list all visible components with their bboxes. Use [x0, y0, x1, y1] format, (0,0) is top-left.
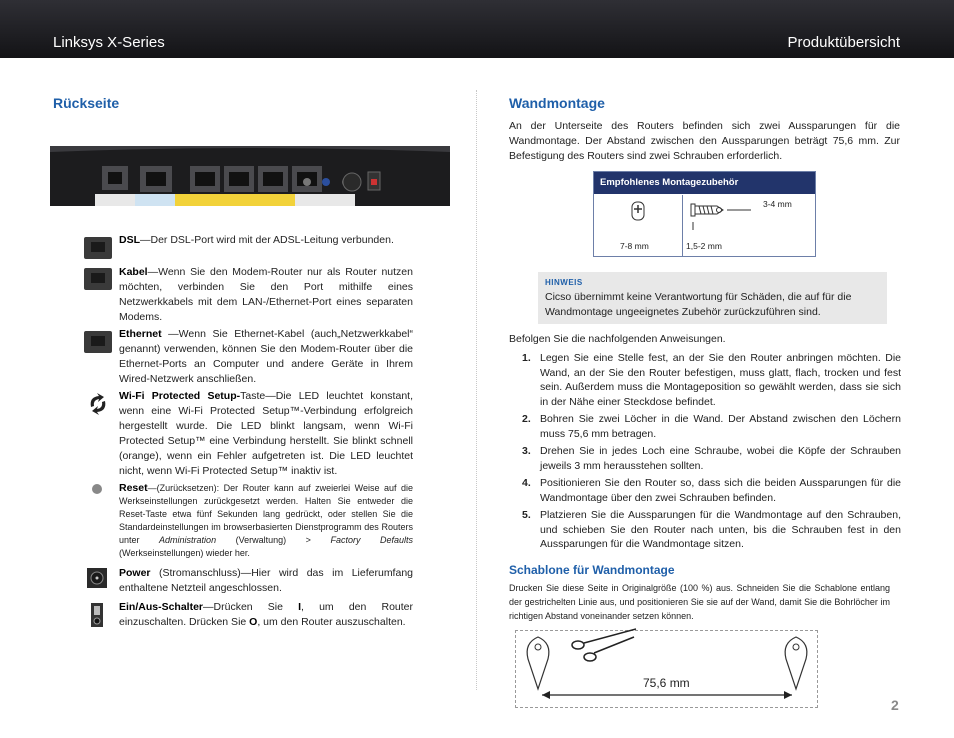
dsl-port-icon: [84, 237, 112, 259]
term-switch: Ein/Aus-Schalter: [119, 601, 204, 613]
power-port-icon: [87, 568, 107, 588]
item-dsl: [119, 233, 413, 248]
step-text: Platzieren Sie die Aussparungen für die Wandmontage auf den Schrauben, und schieben Sie den Router nach unten, bis die Schrauben fest in den Aussparungen für die Wandmontage sitzen.: [540, 509, 901, 550]
term-reset: Reset: [119, 482, 148, 494]
power-switch-icon: [91, 603, 103, 627]
desc-switch-b: , um den Router einzuschalten. Drücken Sie: [119, 601, 414, 628]
screw-cell: [683, 195, 815, 256]
accessory-table: [593, 171, 816, 257]
template-drawing: [516, 631, 817, 707]
hinweis-label: HINWEIS: [545, 278, 583, 287]
rueckseite-heading: Rückseite: [53, 95, 120, 111]
step-number: 4.: [522, 477, 531, 489]
menu-administration: Administration: [159, 535, 217, 545]
step-number: 1.: [522, 352, 531, 364]
step-item: [509, 351, 901, 409]
item-wps: [119, 389, 413, 479]
term-power: Power: [119, 567, 151, 579]
section-title: Produktübersicht: [787, 34, 900, 51]
router-back-image: [50, 146, 450, 208]
item-power: [119, 566, 413, 596]
desc-switch-c: , um den Router auszuschalten.: [257, 616, 406, 628]
column-divider: [476, 90, 477, 690]
term-ethernet: Ethernet: [119, 328, 162, 340]
term-kabel: Kabel: [119, 266, 148, 278]
page-header: [0, 0, 954, 58]
hinweis-box: [538, 272, 887, 324]
desc-dsl: —Der DSL-Port wird mit der ADSL-Leitung verbunden.: [140, 234, 394, 246]
anchor-cell: [594, 195, 683, 256]
step-item: [509, 412, 901, 441]
screw-icon: [689, 200, 765, 234]
ethernet-port-icon: [84, 331, 112, 353]
cable-port-icon: [84, 268, 112, 290]
switch-off-symbol: O: [249, 616, 258, 628]
desc-reset-b: (Verwaltung) >: [216, 535, 331, 545]
scissors-icon: [570, 627, 640, 663]
steps-intro: Befolgen Sie die nachfolgenden Anweisungen.: [509, 333, 726, 345]
anchor-dim: 7-8 mm: [620, 241, 649, 251]
instruction-steps: [509, 351, 901, 555]
wandmontage-intro: An der Unterseite des Routers befinden sich zwei Aussparungen für die Wandmontage. Der Abstand zwischen den Aussparungen beträgt 75,6 mm. Zur Befestigung des Routers sind zwei Schrauben erforderlich.: [509, 120, 900, 162]
step-item: [509, 444, 901, 473]
schablone-heading: Schablone für Wandmontage: [509, 563, 675, 577]
wandmontage-heading: Wandmontage: [509, 95, 605, 111]
schablone-text: Drucken Sie diese Seite in Originalgröße (100 %) aus. Schneiden Sie die Schablone entlang der gestrichelten Linie aus, und positionieren Sie sie auf der Wand, damit Sie die Bohrlöcher im richtigen Abstand voneinander setzen können.: [509, 583, 890, 621]
item-switch: [119, 600, 413, 630]
step-number: 3.: [522, 445, 531, 457]
screw-head-dim: 3-4 mm: [763, 199, 792, 209]
screw-length-dim: 1,5-2 mm: [686, 241, 722, 251]
step-number: 5.: [522, 509, 531, 521]
wall-anchor-icon: [630, 201, 646, 221]
step-item: [509, 476, 901, 505]
brand-title: Linksys X-Series: [53, 34, 165, 51]
mounting-template: [515, 630, 818, 708]
wps-icon: [87, 393, 109, 415]
desc-reset-c: (Werkseinstellungen) wieder her.: [119, 548, 250, 558]
desc-reset-a: —(Zurücksetzen): Der Router kann auf zweierlei Weise auf die Werkseinstellungen zurückgesetzt werden. Halten Sie entweder die Reset-Taste etwa fünf Sekunden lang gedrückt, oder stellen Sie die Standardeinstellungen im browserbasierten Dienstprogramm des Routers unter: [119, 483, 413, 545]
template-dimension: 75,6 mm: [643, 676, 690, 690]
item-ethernet: [119, 327, 413, 387]
desc-kabel: —Wenn Sie den Modem-Router nur als Router nutzen möchten, verbinden Sie den Port mithilfe eines Netzwerkkabels mit dem LAN-/Ethernet-Port eines separaten Modems.: [119, 266, 413, 323]
hinweis-text: Cicso übernimmt keine Verantwortung für Schäden, die auf für die Wandmontage ungeeignetes Zubehör zurückzuführen sind.: [545, 291, 852, 318]
reset-button-icon: [92, 484, 102, 494]
desc-ethernet: —Wenn Sie Ethernet-Kabel (auch„Netzwerkkabel“ genannt) verwenden, können Sie den Modem-Router über die Ethernet-Ports an Computer und andere Geräte in Ihrem Wired-Netzwerk anschließen.: [119, 328, 413, 385]
item-kabel: [119, 265, 413, 325]
item-reset: [119, 482, 413, 560]
term-wps: Wi-Fi Protected Setup-: [119, 390, 241, 402]
page-number: 2: [891, 697, 899, 713]
accessory-table-title: Empfohlenes Montagezubehör: [594, 172, 815, 194]
desc-power: (Stromanschluss)—Hier wird das im Lieferumfang enthaltene Netzteil angeschlossen.: [119, 567, 413, 594]
step-number: 2.: [522, 413, 531, 425]
desc-switch-a: —Drücken Sie: [203, 601, 299, 613]
step-item: [509, 508, 901, 552]
desc-wps: Taste—Die LED leuchtet konstant, wenn eine Wi-Fi Protected Setup™-Verbindung erfolgreich hergestellt wurde. Die LED blinkt langsam, wenn Wi-Fi Protected Setup™ eine Verbindung herstellt. Sie blinkt schnell (orange), wenn ein Fehler aufgetreten ist. Die LED leuchtet nicht, wenn Wi-Fi Protected Setup™ inaktiv ist.: [119, 390, 413, 477]
step-text: Positionieren Sie den Router so, dass sich die beiden Aussparungen für die Wandmontage über den zwei Schrauben befinden.: [540, 477, 901, 504]
term-dsl: DSL: [119, 234, 140, 246]
step-text: Drehen Sie in jedes Loch eine Schraube, wobei die Köpfe der Schrauben jeweils 3 mm herausstehen sollten.: [540, 445, 901, 472]
step-text: Legen Sie eine Stelle fest, an der Sie den Router anbringen möchten. Die Wand, an der Sie den Router befestigen, muss glatt, flach, trocken und fest sein. Außerdem muss die Montageposition so gewählt werden, dass sie sich in der Nähe einer Steckdose befindet.: [540, 352, 901, 408]
step-text: Bohren Sie zwei Löcher in die Wand. Der Abstand zwischen den Löchern muss 75,6 mm betragen.: [540, 413, 901, 440]
switch-on-symbol: I: [298, 601, 302, 613]
menu-factory-defaults: Factory Defaults: [330, 535, 414, 545]
